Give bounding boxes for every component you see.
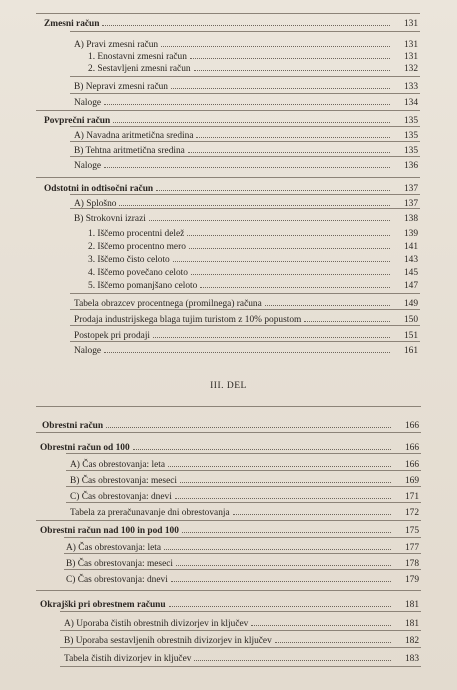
entry-label: 1. Iščemo procentni delež [88,229,185,239]
entry-label: Tabela čistih divizorjev in ključev [64,654,192,664]
entry-label: A) Čas obrestovanja: leta [70,460,166,470]
section-divider [36,110,420,111]
dot-leader [106,417,391,428]
dot-leader [161,36,390,47]
dot-leader [175,488,391,499]
section-divider [36,432,421,433]
dot-leader [194,60,390,71]
entry-label: 4. Iščemo povečano celoto [88,268,188,278]
entry-label: Tabela obrazcev procentnega (promilnega) računa [74,299,262,309]
dot-leader [275,632,391,643]
entry-label: Tabela za preračunavanje dni obrestovanja [70,508,230,518]
toc-entry[interactable] [70,504,419,519]
dot-leader [104,157,390,168]
section-divider [36,13,420,14]
page-number: 134 [403,98,418,108]
dot-leader [104,94,390,105]
dot-leader [153,327,390,338]
page-number: 169 [404,476,419,486]
dot-leader [190,48,390,59]
page-number: 181 [404,619,419,629]
dot-leader [149,210,390,221]
page-number: 139 [403,229,418,239]
dot-leader [171,571,391,582]
toc-entry[interactable] [88,277,418,292]
toc-entry[interactable] [74,142,418,157]
toc-entry-povprecni-racun[interactable] [44,112,418,127]
section-divider [60,611,421,612]
entry-label: 3. Iščemo čisto celoto [88,255,170,265]
dot-leader [119,195,390,206]
section-divider [70,309,420,310]
toc-entry[interactable] [66,539,419,554]
section-divider [66,470,421,471]
entry-label: B) Čas obrestovanja: meseci [70,476,178,486]
page-number: 136 [403,161,418,171]
page-number: 135 [403,116,418,126]
toc-entry[interactable] [74,327,418,342]
entry-label: Naloge [74,161,102,171]
entry-label: Postopek pri prodaji [74,331,151,341]
page-number: 143 [403,255,418,265]
toc-entry-obrestni-racun-od-100[interactable] [40,439,419,454]
dot-leader [173,251,390,262]
toc-entry[interactable] [66,555,419,570]
entry-label: 5. Iščemo pomanjšano celoto [88,281,198,291]
page-number: 135 [403,131,418,141]
entry-label: A) Čas obrestovanja: leta [66,543,162,553]
section-divider [64,553,421,554]
toc-entry[interactable] [74,157,418,172]
page-number: 171 [404,492,419,502]
dot-leader [304,311,390,322]
section-divider [70,31,420,32]
dot-leader [171,78,390,89]
page-number: 132 [403,64,418,74]
section-divider [36,406,421,407]
dot-leader [168,456,391,467]
page-number: 182 [404,636,419,646]
dot-leader [169,596,391,607]
section-divider [60,647,421,648]
page-number: 147 [403,281,418,291]
dot-leader [233,504,391,515]
dot-leader [189,238,390,249]
dot-leader [265,295,390,306]
toc-entry-okrajski[interactable] [40,596,419,611]
dot-leader [133,439,391,450]
entry-label: C) Čas obrestovanja: dnevi [70,492,172,502]
page-number: 151 [403,331,418,341]
entry-title: Zmesni račun [44,19,100,29]
part-heading: III. DEL [210,381,247,391]
entry-label: 2. Iščemo procentno mero [88,242,186,252]
dot-leader [188,142,390,153]
entry-label: Naloge [74,346,102,356]
dot-leader [164,539,391,550]
section-divider [36,520,421,521]
dot-leader [191,264,390,275]
page-number: 131 [403,19,418,29]
section-divider [36,177,420,178]
dot-leader [194,650,391,661]
section-divider [70,208,420,209]
entry-label: B) Čas obrestovanja: meseci [66,559,174,569]
section-divider [66,453,421,454]
page-number: 131 [403,40,418,50]
page-number: 149 [403,299,418,309]
entry-label: B) Strokovni izrazi [74,214,146,224]
entry-title: Odstotni in odtisočni račun [44,184,154,194]
toc-entry[interactable] [74,94,418,109]
toc-entry[interactable] [74,295,418,310]
page-number: 183 [404,654,419,664]
entry-label: Prodaja industrijskega blaga tujim turistom z 10% popustom [74,315,302,325]
page-number: 166 [404,421,419,431]
entry-label: B) Tehtna aritmetična sredina [74,146,185,156]
toc-entry[interactable] [70,456,419,471]
toc-entry[interactable] [64,650,419,665]
dot-leader [251,615,391,626]
toc-entry[interactable] [64,615,419,630]
toc-entry[interactable] [74,311,418,326]
toc-entry-obrestni-racun[interactable] [42,417,419,432]
section-divider [64,537,421,538]
dot-leader [200,277,390,288]
section-divider [70,325,420,326]
dot-leader [113,112,390,123]
entry-label: A) Splošno [74,199,117,209]
page-number: 141 [403,242,418,252]
entry-title: Povprečni račun [44,116,111,126]
entry-label: A) Navadna aritmetična sredina [74,131,194,141]
page-number: 138 [403,214,418,224]
entry-label: B) Nepravi zmesni račun [74,82,168,92]
toc-entry-odstotni-racun[interactable] [44,180,418,195]
section-divider [66,486,421,487]
section-divider [64,569,421,570]
dot-leader [176,555,391,566]
page-number: 166 [404,460,419,470]
toc-entry[interactable] [70,472,419,487]
entry-title: Obrestni račun nad 100 in pod 100 [40,526,179,536]
toc-entry[interactable] [64,632,419,647]
section-divider [36,590,421,591]
dot-leader [196,127,390,138]
page-number: 137 [403,184,418,194]
section-divider [70,293,420,294]
page-number: 181 [404,600,419,610]
toc-entry[interactable] [74,78,418,93]
page-number: 175 [404,526,419,536]
dot-leader [104,342,390,353]
toc-entry[interactable] [74,342,418,357]
toc-entry[interactable] [66,571,419,586]
entry-label: B) Uporaba sestavljenih obrestnih divizorjev in ključev [64,636,272,646]
page-number: 179 [404,575,419,585]
page-number: 150 [403,315,418,325]
dot-leader [156,180,390,191]
page-number: 145 [403,268,418,278]
section-divider [66,502,421,503]
page-number: 166 [404,443,419,453]
section-divider [60,666,421,667]
page-number: 161 [403,346,418,356]
page-number: 133 [403,82,418,92]
page-number: 137 [403,199,418,209]
toc-entry[interactable] [74,127,418,142]
page-number: 135 [403,146,418,156]
dot-leader [102,15,390,26]
entry-label: C) Čas obrestovanja: dnevi [66,575,168,585]
toc-entry[interactable] [74,210,418,225]
dot-leader [187,225,390,236]
section-divider [60,630,421,631]
dot-leader [180,472,391,483]
entry-label: 1. Enostavni zmesni račun [88,52,187,62]
page-number: 172 [404,508,419,518]
toc-entry-zmesni-racun[interactable] [44,15,418,30]
toc-entry-obrestni-racun-nad-pod-100[interactable] [40,522,419,537]
entry-label: 2. Sestavljeni zmesni račun [88,64,191,74]
entry-label: A) Pravi zmesni račun [74,40,159,50]
entry-label: Naloge [74,98,102,108]
page-number: 178 [404,559,419,569]
toc-entry[interactable] [88,60,418,75]
section-divider [70,76,420,77]
entry-title: Okrajški pri obrestnem računu [40,600,166,610]
page-number: 177 [404,543,419,553]
entry-title: Obrestni račun [42,421,104,431]
entry-title: Obrestni račun od 100 [40,443,130,453]
dot-leader [182,522,391,533]
page-number: 131 [403,52,418,62]
toc-entry[interactable] [70,488,419,503]
entry-label: A) Uporaba čistih obrestnih divizorjev in ključev [64,619,249,629]
